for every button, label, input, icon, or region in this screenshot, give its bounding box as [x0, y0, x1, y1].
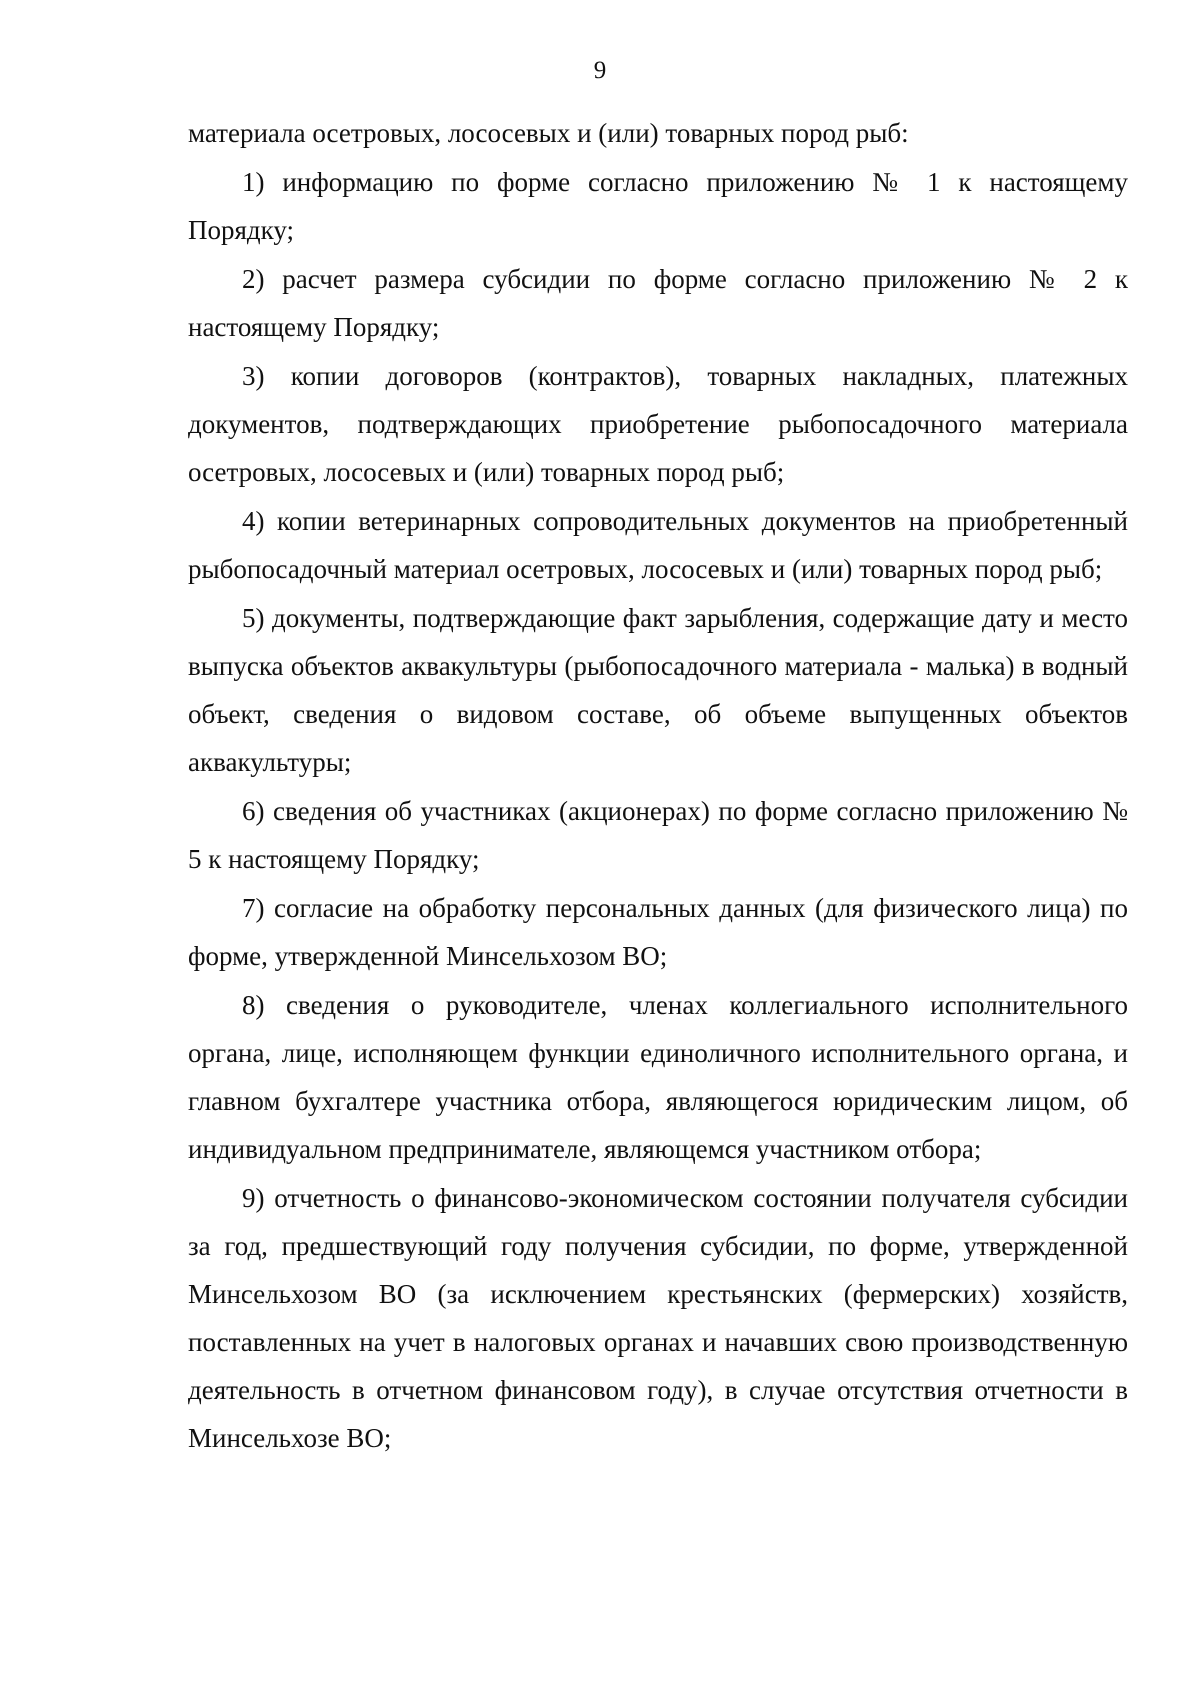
- list-item-8: 8) сведения о руководителе, членах коллегиального исполнительного органа, лице, исполняющем функции единоличного исполнительного органа, и главном бухгалтере участника отбора, являющегося юридическим лицом, об индивидуальном предпринимателе, являющемся участником отбора;: [188, 990, 1128, 1164]
- list-item-1: 1) информацию по форме согласно приложению № 1 к настоящему Порядку;: [188, 167, 1128, 245]
- document-body: [188, 109, 1128, 1463]
- list-item-3: 3) копии договоров (контрактов), товарных накладных, платежных документов, подтверждающих приобретение рыбопосадочного материала осетровых, лососевых и (или) товарных пород рыб;: [188, 361, 1128, 487]
- intro-paragraph: материала осетровых, лососевых и (или) товарных пород рыб:: [188, 118, 909, 148]
- list-item-4: 4) копии ветеринарных сопроводительных документов на приобретенный рыбопосадочный материал осетровых, лососевых и (или) товарных пород рыб;: [188, 506, 1128, 584]
- list-item-2: 2) расчет размера субсидии по форме согласно приложению № 2 к настоящему Порядку;: [188, 264, 1128, 342]
- list-item-6: 6) сведения об участниках (акционерах) по форме согласно приложению № 5 к настоящему Порядку;: [188, 796, 1128, 874]
- page-number: 9: [593, 57, 607, 84]
- list-item-9: 9) отчетность о финансово-экономическом состоянии получателя субсидии за год, предшествующий году получения субсидии, по форме, утвержденной Минсельхозом ВО (за исключением крестьянских (фермерских) хозяйств, поставленных на учет в налоговых органах и начавших свою производственную деятельность в отчетном финансовом году), в случае отсутствия отчетности в Минсельхозе ВО;: [188, 1183, 1128, 1453]
- list-item-5: 5) документы, подтверждающие факт зарыбления, содержащие дату и место выпуска объектов аквакультуры (рыбопосадочного материала - малька) в водный объект, сведения о видовом составе, об объеме выпущенных объектов аквакультуры;: [188, 603, 1128, 777]
- list-item-7: 7) согласие на обработку персональных данных (для физического лица) по форме, утвержденной Минсельхозом ВО;: [188, 893, 1128, 971]
